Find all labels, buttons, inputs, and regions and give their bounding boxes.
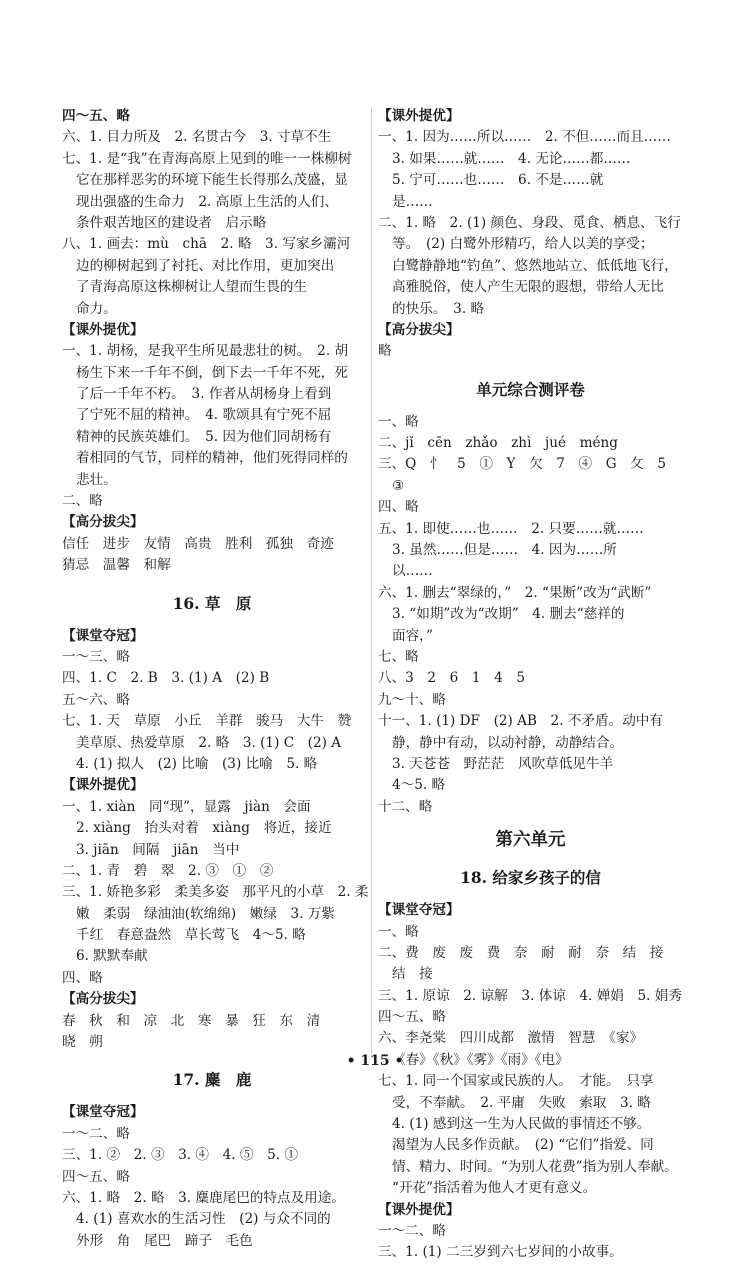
answer-line: 现出强盛的生命力 2. 高原上生活的人们、 xyxy=(76,193,338,210)
answer-line: 二、jǐ cēn zhǎo zhì jué méng xyxy=(378,435,619,452)
subsection-label: 【课堂夺冠】 xyxy=(378,902,460,919)
subsection-label: 【高分拔尖】 xyxy=(62,991,144,1008)
answer-line: 杨生下来一千年不倒，倒下去一千年不死，死 xyxy=(76,364,348,381)
answer-line: 略 xyxy=(378,343,392,360)
answer-line: 2. xiàng 抬头对着 xiàng 将近，接近 xyxy=(76,820,332,837)
answer-line: 5. 宁可……也…… 6. 不是……就 xyxy=(392,172,604,189)
answer-line: 一、略 xyxy=(378,923,419,940)
answer-line: 二、费 废 废 费 奈 耐 耐 奈 结 接 xyxy=(378,944,664,961)
right-column xyxy=(378,106,683,1264)
answer-line: 边的柳树起到了衬托、对比作用，更加突出 xyxy=(76,257,335,274)
answer-line: 6. 默默奉献 xyxy=(76,948,148,965)
answer-line: 五、1. 即使……也…… 2. 只要……就…… xyxy=(378,520,644,537)
answer-line: 渴望为人民多作贡献。 (2) “它们”指爱、同 xyxy=(392,1137,654,1154)
answer-line: 五～六、略 xyxy=(62,691,130,708)
answer-line: 的快乐。 3. 略 xyxy=(392,300,485,317)
answer-line: 白鹭静静地“钓鱼”、悠然地站立、低低地飞行， xyxy=(392,257,678,274)
answer-line: 三、1. 原谅 2. 谅解 3. 体谅 4. 婵娟 5. 娟秀 xyxy=(378,987,682,1004)
answer-line: 4. (1) 拟人 (2) 比喻 (3) 比喻 5. 略 xyxy=(76,755,318,772)
answer-line: 一、1. xiàn 同“现”，显露 jiàn 会面 xyxy=(62,798,311,815)
answer-line: 六、1. 略 2. 略 3. 麋鹿尾巴的特点及用途。 xyxy=(62,1189,345,1206)
answer-line: 信任 进步 友情 高贵 胜利 孤独 奇迹 xyxy=(62,535,334,552)
answer-line: 八、1. 画去：mù chā 2. 略 3. 写家乡灞河 xyxy=(62,236,351,253)
subsection-label: 【高分拔尖】 xyxy=(62,514,144,531)
answer-line: 六、1. 删去“翠绿的，” 2. “果断”改为“武断” xyxy=(378,584,652,601)
answer-line: 晓 朔 xyxy=(62,1034,103,1051)
section-heading: 16. 草 原 xyxy=(172,593,252,613)
subsection-label: 【课外提优】 xyxy=(62,777,144,794)
subsection-label: 【课堂夺冠】 xyxy=(62,627,144,644)
answer-line: 是…… xyxy=(392,193,433,210)
answer-line: 七、1. 天 草原 小丘 羊群 骏马 大牛 赞 xyxy=(62,713,352,730)
answer-line: 一～三、略 xyxy=(62,648,130,665)
left-column xyxy=(62,106,369,1252)
answer-line: 四～五、略 xyxy=(62,1168,130,1185)
answer-line: 四～五、略 xyxy=(378,1009,446,1026)
answer-line: 受，不奉献。 2. 平庸 失败 索取 3. 略 xyxy=(392,1094,651,1111)
answer-line: 一～二、略 xyxy=(62,1125,130,1142)
answer-line: 高雅脱俗，使人产生无限的遐想，带给人无比 xyxy=(392,279,664,296)
answer-line: 三、Q 忄 5 ① Y 欠 7 ④ G 攵 5 xyxy=(378,456,667,473)
answer-line: 春 秋 和 凉 北 寒 暴 狂 东 清 xyxy=(62,1012,321,1029)
answer-line: 3. “如期”改为“改期” 4. 删去“慈祥的 xyxy=(392,606,625,623)
answer-line: 七、1. 是“我”在青海高原上见到的唯一一株柳树 xyxy=(62,150,352,167)
answer-line: 着相同的气节，同样的精神，他们死得同样的 xyxy=(76,450,348,467)
answer-line: 以…… xyxy=(392,563,433,580)
answer-line: 静，静中有动，以动衬静，动静结合。 xyxy=(392,734,624,751)
answer-line: 六、李尧棠 四川成都 激情 智慧 《家》 xyxy=(378,1030,644,1047)
answer-line: 面容，” xyxy=(392,627,433,644)
subsection-label: 【课外提优】 xyxy=(378,108,460,124)
answer-line: 二、1. 青 碧 翠 2. ③ ① ② xyxy=(62,862,274,879)
answer-line: 4. (1) 感到这一生为人民做的事情还不够。 xyxy=(392,1116,651,1133)
answer-line: 3. 虽然……但是…… 4. 因为……所 xyxy=(392,542,617,559)
answer-line: 美草原、热爱草原 2. 略 3. (1) C (2) A xyxy=(76,734,342,751)
answer-line: 一、1. 胡杨，是我平生所见最悲壮的树。 2. 胡 xyxy=(62,343,349,360)
subsection-label: 【课外提优】 xyxy=(378,1201,460,1218)
answer-line: 4. (1) 喜欢水的生活习性 (2) 与众不同的 xyxy=(76,1211,331,1228)
answer-line: 一～二、略 xyxy=(378,1222,446,1239)
answer-line: 十一、1. (1) DF (2) AB 2. 不矛盾。动中有 xyxy=(378,713,663,730)
subsection-label: 【课堂夺冠】 xyxy=(62,1104,144,1121)
subsection-label: 【高分拔尖】 xyxy=(378,321,460,338)
answer-line: 情、精力、时间。“为别人花费”指为别人奉献。 xyxy=(392,1158,678,1175)
answer-line: 四、略 xyxy=(62,969,103,986)
answer-line: ③ xyxy=(392,477,405,494)
answer-line: 一、略 xyxy=(378,413,419,430)
subsection-label: 四～五、略 xyxy=(62,108,130,124)
column-divider xyxy=(371,108,372,1058)
answer-line: 结 接 xyxy=(392,966,433,983)
answer-line: 十二、略 xyxy=(378,798,433,815)
answer-line: 命力。 xyxy=(76,300,117,317)
answer-line: 等。 (2) 白鹭外形精巧，给人以美的享受； xyxy=(392,236,654,253)
answer-line: 猜忌 温馨 和解 xyxy=(62,557,171,574)
answer-line: 七、略 xyxy=(378,648,419,665)
answer-line: 3. 如果……就…… 4. 无论……都…… xyxy=(392,150,631,167)
answer-line: 条件艰苦地区的建设者 启示略 xyxy=(76,214,267,231)
answer-line: 《春》《秋》《雾》《雨》《电》 xyxy=(392,1051,569,1068)
answer-line: 八、3 2 6 1 4 5 xyxy=(378,670,526,687)
section-heading: 18. 给家乡孩子的信 xyxy=(460,868,601,888)
answer-line: 悲壮。 xyxy=(76,471,117,488)
answer-line: 九～十、略 xyxy=(378,691,446,708)
answer-line: 4～5. 略 xyxy=(392,777,446,794)
answer-line: 千红 春意盎然 草长莺飞 4～5. 略 xyxy=(76,927,306,944)
answer-line: 外形 角 尾巴 蹄子 毛色 xyxy=(76,1232,253,1249)
answer-line: 精神的民族英雄们。 5. 因为他们同胡杨有 xyxy=(76,428,332,445)
answer-line: 了宁死不屈的精神。 4. 歌颂具有宁死不屈 xyxy=(76,407,332,424)
answer-line: 三、1. (1) 二三岁到六七岁间的小故事。 xyxy=(378,1244,623,1261)
answer-line: 六、1. 目力所及 2. 名贯古今 3. 寸草不生 xyxy=(62,129,332,146)
section-heading: 17. 麋 鹿 xyxy=(172,1070,252,1090)
answer-line: 它在那样恶劣的环境下能生长得那么茂盛，显 xyxy=(76,172,348,189)
answer-line: 三、1. 娇艳多彩 柔美多姿 那平凡的小草 2. 柔 xyxy=(62,884,369,901)
answer-line: 四、1. C 2. B 3. (1) A (2) B xyxy=(62,670,270,687)
answer-line: 嫩 柔弱 绿油油(软绵绵) 嫩绿 3. 万紫 xyxy=(76,905,335,922)
answer-line: “开花”指活着为他人才更有意义。 xyxy=(392,1180,597,1197)
answer-line: 二、略 xyxy=(62,493,103,510)
answer-line: 二、1. 略 2. (1) 颜色、身段、觅食、栖息、飞行 xyxy=(378,214,681,231)
answer-line: 了后一千年不朽。 3. 作者从胡杨身上看到 xyxy=(76,386,332,403)
answer-line: 四、略 xyxy=(378,499,419,516)
answer-line: 一、1. 因为……所以…… 2. 不但……而且…… xyxy=(378,129,671,146)
subsection-label: 【课外提优】 xyxy=(62,321,144,338)
answer-line: 七、1. 同一个国家或民族的人。 才能。 只享 xyxy=(378,1073,654,1090)
answer-line: 3. jiān 间隔 jiān 当中 xyxy=(76,841,240,858)
section-heading: 第六单元 xyxy=(495,830,566,851)
answer-line: 了青海高原这株柳树让人望而生畏的生 xyxy=(76,279,308,296)
answer-line: 3. 天苍苍 野茫茫 风吹草低见牛羊 xyxy=(392,755,614,772)
page-number: • 115 • xyxy=(346,1053,404,1069)
answer-line: 三、1. ② 2. ③ 3. ④ 4. ⑤ 5. ① xyxy=(62,1147,298,1164)
section-heading: 单元综合测评卷 xyxy=(476,379,585,399)
